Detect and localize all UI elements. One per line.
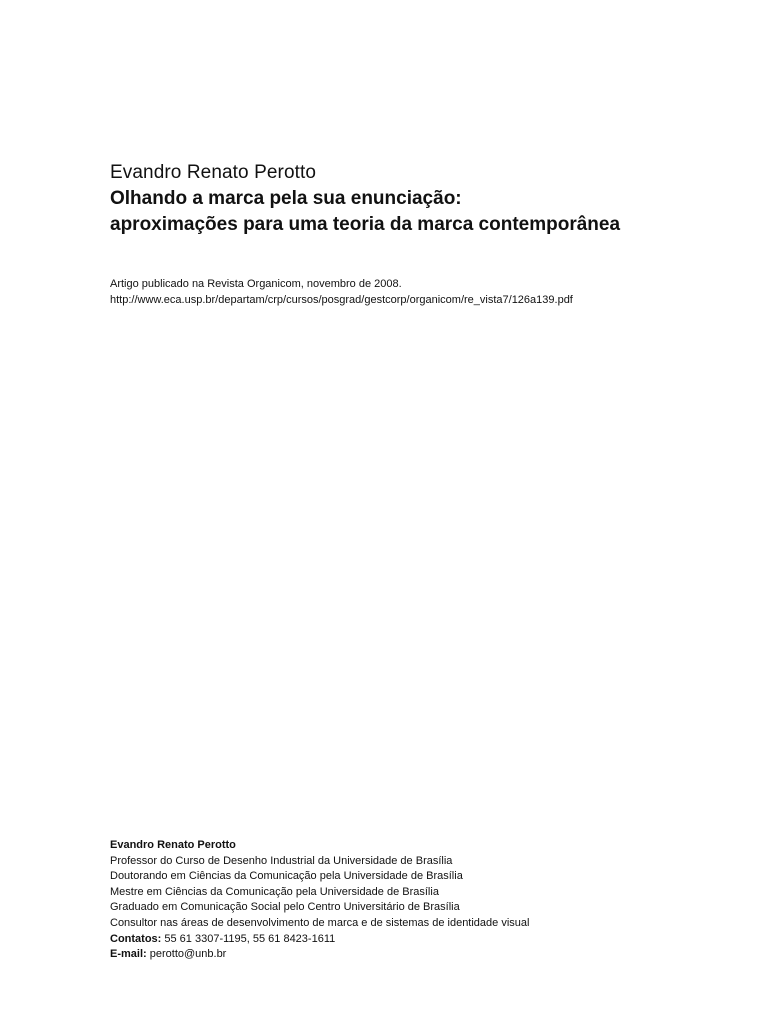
publication-note: Artigo publicado na Revista Organicom, novembro de 2008. bbox=[110, 278, 402, 290]
author-name: Evandro Renato Perotto bbox=[110, 162, 317, 183]
email-label: E-mail: bbox=[110, 948, 147, 961]
contacts-line bbox=[110, 932, 730, 948]
contacts-value: 55 61 3307-1195, 55 61 8423-1611 bbox=[161, 932, 336, 945]
title-line-1: Olhando a marca pela sua enunciação: bbox=[110, 188, 462, 209]
publication-info bbox=[110, 276, 730, 308]
bio-line: Graduado em Comunicação Social pelo Centro Universitário de Brasília bbox=[110, 901, 460, 914]
bio-line: Doutorando em Ciências da Comunicação pela Universidade de Brasília bbox=[110, 870, 463, 883]
bio-line: Consultor nas áreas de desenvolvimento de marca e de sistemas de identidade visual bbox=[110, 916, 530, 929]
contacts-label: Contatos: bbox=[110, 932, 162, 945]
document-header bbox=[110, 160, 730, 238]
publication-url[interactable]: http://www.eca.usp.br/departam/crp/cursos/posgrad/gestcorp/organicom/re_vista7/126a139.pdf bbox=[110, 294, 573, 306]
email-line bbox=[110, 947, 730, 963]
email-value[interactable]: perotto@unb.br bbox=[146, 948, 227, 961]
bio-line: Professor do Curso de Desenho Industrial da Universidade de Brasília bbox=[110, 854, 453, 867]
bio-name: Evandro Renato Perotto bbox=[110, 839, 236, 851]
title-line-2: aproximações para uma teoria da marca contemporânea bbox=[110, 214, 621, 235]
bio-line: Mestre em Ciências da Comunicação pela Universidade de Brasília bbox=[110, 885, 439, 898]
author-bio bbox=[110, 838, 730, 963]
